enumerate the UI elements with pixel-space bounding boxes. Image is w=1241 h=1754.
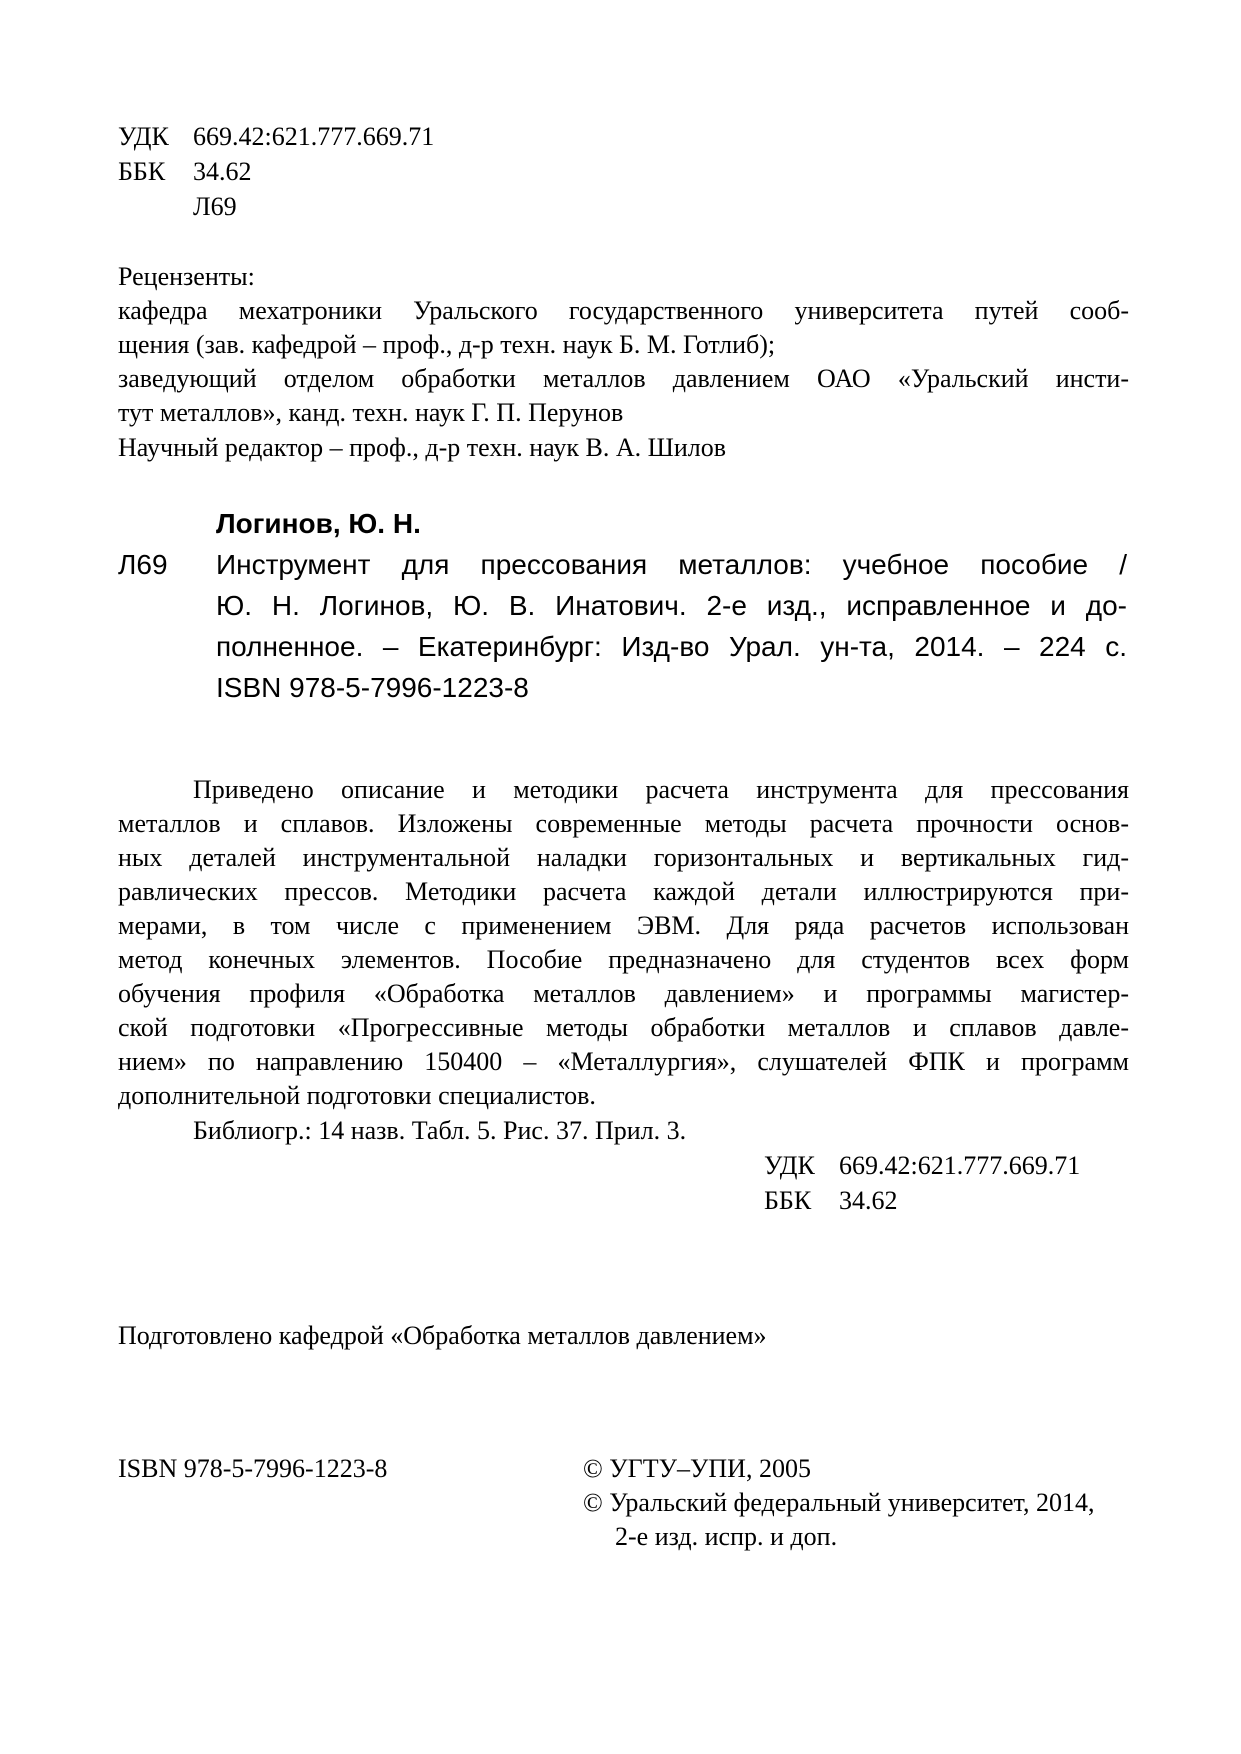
bib-isbn: ISBN 978-5-7996-1223-8	[216, 672, 529, 703]
prepared-by: Подготовлено кафедрой «Обработка металлов давлением»	[118, 1321, 767, 1350]
footer-isbn: ISBN 978-5-7996-1223-8	[118, 1454, 388, 1483]
bib-title-line: полненное. – Екатеринбург: Изд-во Урал. ун-та, 2014. – 224 с.	[216, 631, 1127, 662]
annotation-line: металлов и сплавов. Изложены современные методы расчета прочности основ-	[118, 809, 1129, 838]
scientific-editor: Научный редактор – проф., д-р техн. наук В. А. Шилов	[118, 433, 727, 462]
reviewers-line: щения (зав. кафедрой – проф., д-р техн. наук Б. М. Готлиб);	[118, 330, 776, 359]
copyright-ugtu: © УГТУ–УПИ, 2005	[583, 1454, 811, 1483]
bib-title-line: Инструмент для прессования металлов: учебное пособие /	[216, 549, 1127, 580]
bbk-label-bottom: ББК	[764, 1186, 812, 1215]
annotation-line: дополнительной подготовки специалистов.	[118, 1081, 596, 1110]
udk-value: 669.42:621.777.669.71	[193, 122, 435, 151]
udk-label: УДК	[118, 122, 169, 151]
author-mark: Л69	[193, 192, 237, 221]
annotation-line: ных деталей инструментальной наладки горизонтальных и вертикальных гид-	[118, 843, 1129, 872]
reviewers-heading: Рецензенты:	[118, 262, 255, 291]
annotation-line: ской подготовки «Прогрессивные методы обработки металлов и сплавов давле-	[118, 1013, 1129, 1042]
annotation-line: Приведено описание и методики расчета инструмента для прессования	[193, 775, 1129, 804]
annotation-line: мерами, в том числе с применением ЭВМ. Для ряда расчетов использован	[118, 911, 1129, 940]
bbk-value: 34.62	[193, 157, 252, 186]
bib-title-line: Ю. Н. Логинов, Ю. В. Инатович. 2-е изд., исправленное и до-	[216, 590, 1127, 621]
copyright-urfu: © Уральский федеральный университет, 2014,	[583, 1488, 1095, 1517]
reviewers-line: тут металлов», канд. техн. наук Г. П. Перунов	[118, 398, 624, 427]
edition-note: 2-е изд. испр. и доп.	[615, 1522, 838, 1551]
annotation-line: метод конечных элементов. Пособие предназначено для студентов всех форм	[118, 945, 1129, 974]
annotation-line: обучения профиля «Обработка металлов давлением» и программы магистер-	[118, 979, 1129, 1008]
bibliography-summary: Библиогр.: 14 назв. Табл. 5. Рис. 37. Прил. 3.	[193, 1116, 687, 1145]
bbk-label: ББК	[118, 157, 166, 186]
annotation-line: равлических прессов. Методики расчета каждой детали иллюстрируются при-	[118, 877, 1129, 906]
reviewers-line: заведующий отделом обработки металлов давлением ОАО «Уральский инсти-	[118, 364, 1129, 393]
udk-label-bottom: УДК	[764, 1151, 815, 1180]
udk-value-bottom: 669.42:621.777.669.71	[839, 1151, 1081, 1180]
bib-author: Логинов, Ю. Н.	[216, 508, 421, 539]
annotation-line: нием» по направлению 150400 – «Металлургия», слушателей ФПК и программ	[118, 1047, 1129, 1076]
bib-code: Л69	[118, 549, 168, 580]
reviewers-line: кафедра мехатроники Уральского государственного университета путей сооб-	[118, 296, 1129, 325]
bbk-value-bottom: 34.62	[839, 1186, 898, 1215]
